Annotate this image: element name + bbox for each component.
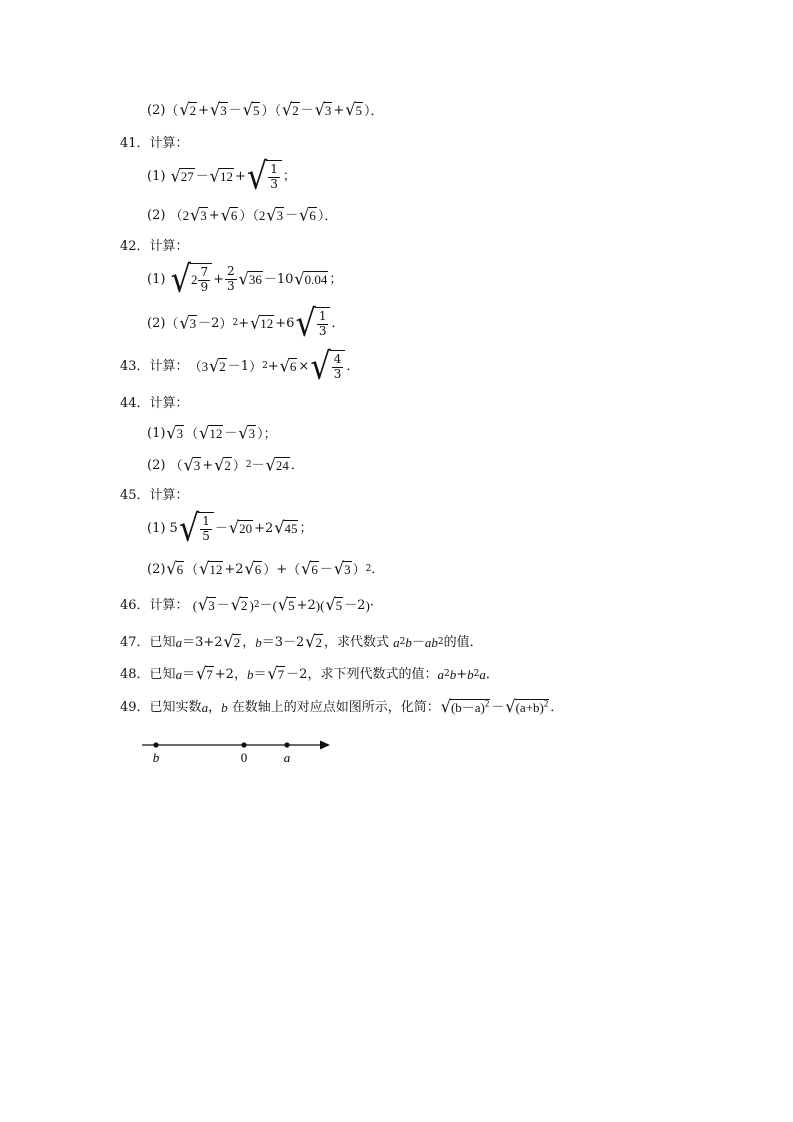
radical: √ 6 — [279, 355, 297, 376]
radical: √ 2 — [230, 594, 248, 615]
radical: √ 3 — [183, 454, 201, 475]
label-b: b — [152, 750, 160, 765]
question-number: 48． — [120, 666, 150, 682]
radical: √ 3 — [179, 312, 197, 333]
question-title: 计算： — [149, 136, 189, 151]
question-title: 计算： — [149, 488, 189, 503]
radical: √ 24 — [265, 454, 289, 475]
radical: √ 2 $\frac{7}{9}$ — [171, 263, 213, 295]
part-label: (1) — [147, 168, 166, 184]
question-number: 46． — [120, 597, 150, 613]
part-label: (2) — [147, 315, 166, 331]
question-number: 44． — [120, 396, 150, 411]
question-number: 43． — [120, 358, 150, 374]
radical: √ 45 — [274, 517, 298, 538]
radical: √ $(a+b)^2$ — [505, 696, 549, 717]
radical: √ 2 — [223, 631, 241, 652]
q44-heading — [120, 397, 189, 410]
radical: √ $(b-a)^2$ — [440, 696, 490, 717]
point-zero — [241, 742, 246, 747]
radical: √ 5 — [325, 594, 343, 615]
q42-part1: (1) √ 2 $\frac{7}{9}$ + $\frac{2}{3}$ √ 36 －10 √ 0.04 ； — [147, 257, 343, 301]
part-label: (2) — [147, 207, 166, 223]
radical: √ 3 — [238, 422, 256, 443]
radical: √ 2 — [214, 454, 231, 475]
q43-line: 43． 计算： （3 √ 2 －1 ） 2 + √ 6 × √ $\frac{4}{3}$ ． — [120, 344, 360, 388]
part-label: (2) — [147, 457, 166, 473]
radical: √ 36 — [238, 268, 262, 289]
q47-prefix: 已知 — [149, 634, 176, 650]
radical: √ 3 — [266, 204, 284, 225]
part-label: (1) — [147, 271, 166, 287]
point-a — [284, 742, 289, 747]
fraction: $\frac{1}{3}$ — [318, 309, 327, 339]
radical: √ 6 — [299, 204, 316, 225]
q44-part2: (2) （ √ 3 + √ 2 ） 2 － √ 24 ． — [147, 454, 304, 475]
fraction: $\frac{1}{5}$ — [202, 514, 210, 544]
q47-suffix: ，求代数式 — [323, 634, 389, 650]
question-title: 计算： — [149, 396, 189, 411]
radical: √ 5 — [345, 99, 363, 120]
radical: √ 12 — [250, 312, 274, 333]
radical: √ 7 — [196, 663, 213, 684]
q45-part2: (2) √ 6 （ √ 12 +2 √ 6 ） + （ √ 6 － √ 3 ） 2 ． — [147, 558, 385, 579]
radical: √ 0.04 — [294, 268, 328, 289]
label-a: a — [283, 750, 291, 765]
q47-line: 47． 已知 a ＝3+2 √ 2 ， b ＝3－2 √ 2 ，求代数式 a 2 b － ab 2 的值． — [120, 631, 483, 652]
radical: √ 12 — [199, 422, 223, 443]
radical: √ $\frac{1}{3}$ — [295, 307, 330, 339]
radical: √ $\frac{1}{5}$ — [179, 512, 214, 544]
q41-part1: (1) √ 27 － √ 12 + √ $\frac{1}{3}$ ； — [147, 154, 296, 198]
radical: √ 27 — [170, 165, 194, 186]
radical: √ 2 — [209, 355, 226, 376]
q49-mid: 在数轴上的对应点如图所示，化简： — [231, 699, 440, 715]
radical: √ 6 — [166, 558, 184, 579]
q42-heading — [120, 240, 189, 253]
fraction: $\frac{1}{3}$ — [270, 162, 278, 192]
question-title: 计算： — [149, 239, 189, 254]
radical: √ 20 — [228, 517, 253, 538]
radical: √ 3 — [166, 422, 184, 443]
q48-line: 48． 已知 a ＝ √ 7 +2， b ＝ √ 7 －2 ，求下列代数式的值： a 2 b + b 2 a ． — [120, 663, 499, 684]
radical: √ 2 — [179, 99, 197, 120]
question-number: 42． — [120, 239, 150, 254]
part-label: (2) — [147, 561, 166, 577]
radical: √ 3 — [190, 204, 207, 225]
arrow-head-icon — [320, 741, 330, 750]
radical: √ 6 — [220, 204, 238, 225]
radical: √ $\frac{4}{3}$ — [310, 350, 345, 382]
radical: √ 3 — [333, 558, 351, 579]
q42-part2: (2) （ √ 3 －2 ） 2 + √ 12 +6 √ $\frac{1}{3}$ ． — [147, 301, 345, 345]
fraction: $\frac{2}{3}$ — [227, 263, 235, 293]
radical: √ 2 — [305, 631, 322, 652]
radical: √ 6 — [301, 558, 318, 579]
radical: √ 3 — [314, 99, 332, 120]
radical: √ 6 — [244, 558, 262, 579]
fraction: $\frac{7}{9}$ — [200, 265, 209, 295]
radical: √ 5 — [277, 594, 295, 615]
q44-part1: (1) √ 3 （ √ 12 － √ 3 ）； — [147, 422, 277, 443]
q47-tail: 的值． — [443, 634, 483, 650]
part-label: (2) — [147, 102, 166, 118]
radical: √ 2 — [281, 99, 299, 120]
q48-prefix: 已知 — [149, 666, 176, 682]
q46-line: 46． 计算： ( √ 3 － √ 2 ) 2 － ( √ 5 +2 )( √ 5 －2 ) · — [120, 594, 374, 615]
question-number: 49． — [120, 699, 150, 715]
q48-suffix: ，求下列代数式的值： — [307, 666, 438, 682]
point-b — [153, 742, 158, 747]
question-title: 计算： — [149, 358, 189, 374]
q49-text: 已知实数 — [149, 699, 202, 715]
radical: √ 3 — [198, 594, 215, 615]
radical: √ 7 — [267, 663, 285, 684]
radical: √ 12 — [209, 165, 233, 186]
label-zero: 0 — [240, 750, 248, 765]
part-label: (1) — [147, 425, 166, 441]
q41-part2: (2) （2 √ 3 + √ 6 ）（2 √ 3 － √ 6 ）． — [147, 204, 338, 225]
q49-line: 49． 已知实数 a ， b 在数轴上的对应点如图所示，化简： √ $(b-a)^2$ － √ $(a+b)^2$ ． — [120, 696, 564, 717]
radical: √ 5 — [242, 99, 260, 120]
q45-heading — [120, 489, 189, 502]
q40-part2: (2) （ √ 2 + √ 3 － √ 5 ）（ √ 2 － √ 3 + √ 5 ）． — [147, 99, 384, 120]
question-number: 41． — [120, 136, 150, 151]
radical: √ $\frac{1}{3}$ — [247, 160, 282, 192]
q45-part1: (1) 5 √ $\frac{1}{5}$ － √ 20 +2 √ 45 ； — [147, 506, 313, 550]
radical: √ 12 — [199, 558, 223, 579]
question-number: 47． — [120, 634, 150, 650]
number-line-figure — [140, 735, 340, 775]
radical: √ 3 — [210, 99, 227, 120]
fraction: $\frac{4}{3}$ — [333, 352, 342, 382]
question-title: 计算： — [149, 597, 189, 613]
q41-heading — [120, 137, 189, 150]
question-number: 45． — [120, 488, 150, 503]
part-label: (1) — [147, 520, 166, 536]
